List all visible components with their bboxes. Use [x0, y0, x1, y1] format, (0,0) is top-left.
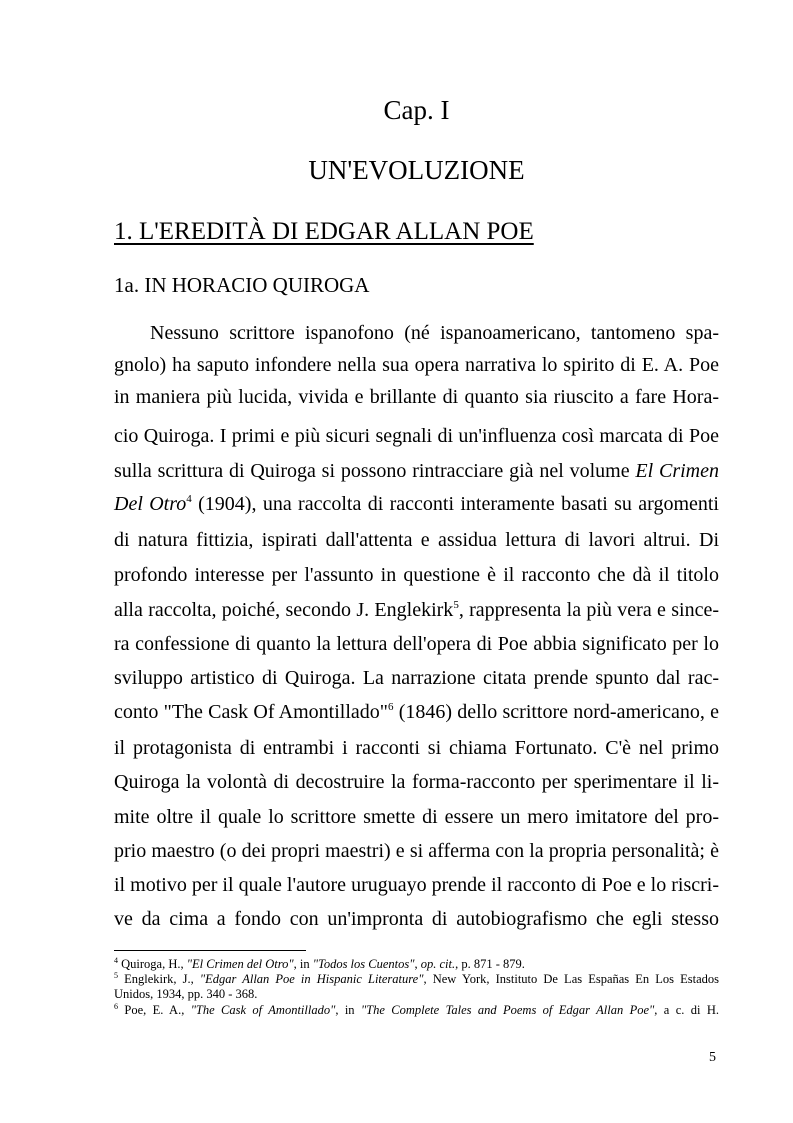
body-line: Quiroga la volontà di decostruire la forma-racconto per sperimentare il li-	[114, 771, 719, 793]
footnote-5	[114, 972, 719, 987]
body-line: mite oltre il quale lo scrittore smette di essere un mero imitatore del pro-	[114, 806, 719, 828]
body-text: (1846) dello scrittore nord-americano, e	[393, 701, 719, 723]
footnote-title: "The Cask of Amontillado"	[190, 1003, 336, 1017]
footnote-abbrev: op. cit.	[420, 957, 456, 971]
footnote-text: , p. 871 - 879.	[455, 957, 525, 971]
body-line: prio maestro (o dei propri maestri) e si afferma con la propria personalità; è	[114, 840, 719, 862]
body-line: il protagonista di entrambi i racconti si chiama Fortunato. C'è nel primo	[114, 737, 719, 759]
body-line: il motivo per il quale l'autore uruguayo prende il racconto di Poe e lo riscri-	[114, 874, 719, 896]
footnote-title: "Todos los Cuentos"	[312, 957, 415, 971]
body-line	[114, 597, 719, 623]
body-line: Nessuno scrittore ispanofono (né ispanoamericano, tantomeno spa-	[150, 322, 719, 344]
footnote-ref: 4	[186, 493, 192, 505]
body-line: gnolo) ha saputo infondere nella sua opera narrativa lo spirito di E. A. Poe	[114, 354, 719, 376]
body-line: in maniera più lucida, vivida e brillante di quanto sia riuscito a fare Hora-	[114, 386, 719, 408]
body-text: conto "The Cask Of Amontillado"	[114, 701, 388, 723]
footnote-text: , a c. di H.	[654, 1003, 719, 1017]
body-line: di natura fittizia, ispirati dall'attenta e assidua lettura di lavori altrui. Di	[114, 529, 719, 551]
footnote-text: , New York, Instituto De Las Españas En Los Estados	[423, 972, 719, 986]
footnote-text: ,	[414, 957, 421, 971]
body-text: (1904), una raccolta di racconti interamente basati su argomenti	[191, 493, 719, 515]
subsection-heading: 1a. IN HORACIO QUIROGA	[114, 273, 370, 297]
footnote-number: 6	[114, 1002, 118, 1011]
body-line: profondo interesse per l'assunto in questione è il racconto che dà il titolo	[114, 564, 719, 586]
footnote-ref: 6	[387, 701, 394, 713]
body-text: sulla scrittura di Quiroga si possono rintracciare già nel volume	[114, 460, 636, 482]
footnote-title: "El Crimen del Otro"	[186, 957, 294, 971]
chapter-title: UN'EVOLUZIONE	[308, 155, 525, 185]
footnote-title: "Edgar Allan Poe in Hispanic Literature"	[199, 972, 424, 986]
body-line: cio Quiroga. I primi e più sicuri segnali di un'influenza così marcata di Poe	[114, 425, 719, 447]
footnote-5-cont: Unidos, 1934, pp. 340 - 368.	[114, 987, 258, 1001]
body-line	[114, 699, 719, 725]
body-line: ve da cima a fondo con un'impronta di autobiografismo che egli stesso	[114, 908, 719, 930]
body-line	[114, 458, 719, 484]
body-line: ra confessione di quanto la lettura dell'opera di Poe abbia significato per lo	[114, 633, 719, 655]
footnote-number: 4	[114, 956, 118, 965]
body-line: sviluppo artistico di Quiroga. La narrazione citata prende spunto dal rac-	[114, 667, 719, 689]
page-number: 5	[709, 1050, 716, 1065]
body-line	[114, 491, 719, 517]
body-text: , rappresenta la più vera e since-	[458, 599, 720, 621]
footnote-text: Englekirk, J.,	[118, 972, 200, 986]
footnote-text: Poe, E. A.,	[118, 1003, 191, 1017]
footnote-6	[114, 1003, 719, 1018]
body-text: alla raccolta, poiché, secondo J. Englekirk	[114, 599, 454, 621]
book-title: Del Otro	[114, 493, 187, 515]
footnote-text: , in	[293, 957, 313, 971]
section-heading: 1. L'EREDITÀ DI EDGAR ALLAN POE	[114, 218, 534, 245]
footnote-4	[114, 957, 719, 972]
chapter-heading: Cap. I	[383, 95, 450, 125]
footnote-title: "The Complete Tales and Poems of Edgar Allan Poe"	[360, 1003, 655, 1017]
footnote-separator	[114, 950, 306, 951]
footnote-ref: 5	[453, 599, 459, 611]
footnote-text: , in	[335, 1003, 361, 1017]
footnote-number: 5	[114, 971, 118, 980]
book-title: El Crimen	[635, 460, 719, 482]
footnote-text: Quiroga, H.,	[118, 957, 187, 971]
